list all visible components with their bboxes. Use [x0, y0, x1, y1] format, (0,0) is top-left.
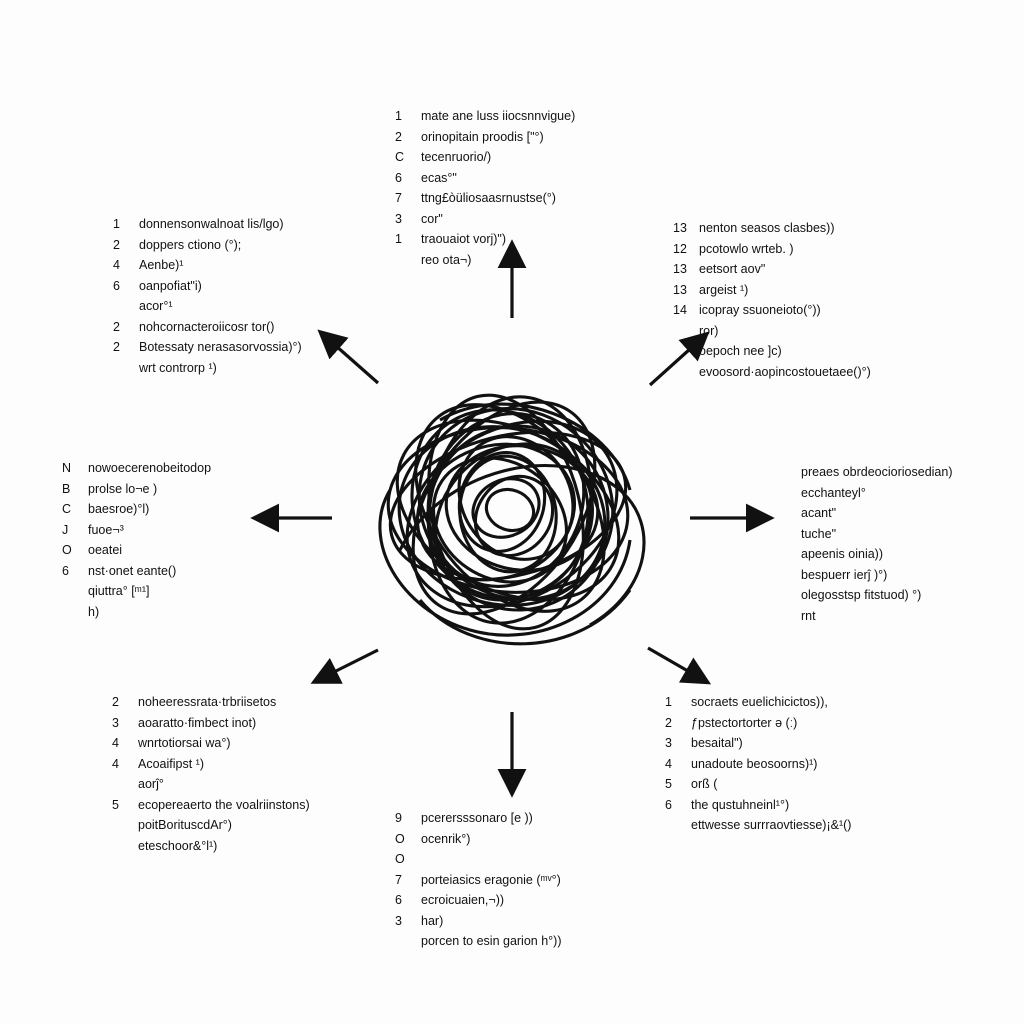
annotation-line — [395, 229, 575, 250]
annotation-line-text: ecroicuaien,¬)) — [421, 893, 505, 907]
annotation-line-number: B — [62, 481, 71, 496]
annotation-line — [395, 849, 562, 870]
annotation-line — [112, 692, 310, 713]
annotation-line-number: 3 — [112, 715, 119, 730]
annotation-line: qiuttra° [ᵐ¹] — [88, 584, 150, 598]
annotation-line-text: orß ( — [691, 777, 718, 791]
annotation-line — [395, 147, 575, 168]
annotation-line — [673, 300, 871, 321]
annotation-line-text: Aenbe)¹ — [139, 258, 184, 272]
annotation-block-right — [775, 462, 952, 626]
annotation-block-top — [395, 106, 575, 270]
annotation-line-text: traouaiot vorj)") — [421, 232, 507, 246]
annotation-line-number: 6 — [395, 170, 402, 185]
annotation-line: eteschoor&°l¹) — [138, 838, 218, 853]
annotation-line-text: aoaratto·fimbect inot) — [138, 715, 257, 730]
annotation-line-text: ttng£òüliosaasrnustse(°) — [421, 191, 556, 205]
annotation-line-text: tecenruorio/) — [421, 150, 492, 164]
annotation-line — [665, 713, 851, 734]
annotation-line — [665, 795, 851, 816]
annotation-line: bespuerr ierĵ )°) — [801, 567, 888, 582]
annotation-line-number: 2 — [112, 695, 119, 709]
annotation-line-number: N — [62, 461, 72, 475]
annotation-line-number: C — [395, 150, 405, 164]
annotation-line-text: fuoe¬³ — [88, 522, 124, 537]
annotation-line — [113, 337, 302, 358]
annotation-line — [113, 276, 302, 297]
annotation-line: porcen to esin garion h°)) — [421, 934, 562, 948]
annotation-line-text: wnrtotiorsai wa°) — [138, 736, 231, 750]
annotation-line — [395, 168, 575, 189]
annotation-line-number: 5 — [665, 777, 672, 791]
annotation-line: ecchanteyl° — [801, 485, 866, 500]
annotation-line-number: 6 — [113, 278, 120, 293]
annotation-line — [673, 218, 871, 239]
annotation-line-text: besaital") — [691, 736, 743, 750]
annotation-line-number: 4 — [113, 258, 120, 272]
annotation-line: poitBorituscdAr°) — [138, 818, 232, 832]
annotation-line-number: 9 — [395, 811, 402, 825]
annotation-line: acant" — [801, 506, 837, 520]
annotation-line-number: 14 — [673, 303, 687, 317]
annotation-line-number: 6 — [395, 893, 402, 907]
annotation-line-text: pcotowlo wrteb. ) — [699, 241, 794, 256]
annotation-line: preaes obrdeocioriosedian) — [801, 465, 953, 479]
annotation-line: wrt controrp ¹) — [139, 360, 217, 375]
annotation-line-text: nowoecerenobeitodop — [88, 461, 212, 475]
annotation-line — [665, 774, 851, 795]
annotation-line-number: 1 — [395, 109, 402, 123]
annotation-line — [62, 540, 211, 561]
annotation-line-number: 4 — [112, 736, 119, 750]
annotation-line-text: donnensonwalnoat lis/lgo) — [139, 217, 284, 231]
annotation-line-text: unadoute beosoorns)¹) — [691, 756, 818, 771]
annotation-line-text: socraets euelichicictos)), — [691, 695, 828, 709]
annotation-line-number: 5 — [112, 797, 119, 812]
annotation-line-text: porteiasics eragonie (ᵐᵛ°) — [421, 872, 561, 887]
annotation-line — [62, 458, 211, 479]
annotation-line-text: icopray ssuoneioto(°)) — [699, 303, 821, 317]
annotation-line-number: 2 — [113, 237, 120, 252]
annotation-line-text: eetsort aov" — [699, 262, 766, 276]
annotation-line — [665, 733, 851, 754]
annotation-block-bottom-right — [665, 692, 851, 836]
annotation-line — [673, 239, 871, 260]
annotation-line — [113, 214, 302, 235]
annotation-line — [112, 754, 310, 775]
annotation-line-number: 6 — [62, 563, 69, 578]
annotation-block-bottom — [395, 808, 562, 952]
annotation-line-text: the qustuhneinl¹°) — [691, 797, 790, 812]
annotation-line — [395, 188, 575, 209]
annotation-line-number: 2 — [113, 319, 120, 334]
annotation-line: evoosord·aopincostouetaee()°) — [699, 364, 871, 379]
annotation-line-text: har) — [421, 913, 444, 928]
annotation-line-number: 2 — [665, 715, 672, 730]
tangled-scribble-icon — [330, 340, 690, 685]
annotation-line: ettwesse surrraovtiesse)¡&¹() — [691, 818, 852, 832]
annotation-block-left — [62, 458, 211, 622]
annotation-line — [395, 209, 575, 230]
annotation-line-number: 12 — [673, 241, 687, 256]
annotation-line — [395, 870, 562, 891]
annotation-line-text: doppers ctiono (°); — [139, 237, 242, 252]
annotation-line-text: baesroe)°l) — [88, 502, 150, 516]
annotation-line — [113, 317, 302, 338]
annotation-line-text: Acoaifipst ¹) — [138, 756, 204, 771]
annotation-line-number: 13 — [673, 282, 687, 297]
annotation-line-number: 3 — [395, 211, 402, 226]
annotation-line-text: Botessaty nerasasorvossia)°) — [139, 340, 302, 354]
annotation-line: acor°¹ — [139, 299, 173, 313]
annotation-line-number: 3 — [665, 736, 672, 750]
annotation-line-text: ecas°" — [421, 170, 457, 185]
annotation-block-top-left — [113, 214, 302, 378]
annotation-line — [113, 235, 302, 256]
annotation-line — [113, 255, 302, 276]
annotation-line — [395, 829, 562, 850]
annotation-line-text: nenton seasos clasbes)) — [699, 221, 835, 235]
annotation-line — [665, 754, 851, 775]
annotation-line-number: 7 — [395, 872, 402, 887]
annotation-line — [62, 561, 211, 582]
annotation-line-number: 1 — [665, 695, 672, 709]
annotation-line — [62, 499, 211, 520]
annotation-line: ror) — [699, 323, 719, 338]
annotation-line-text: cor" — [421, 211, 443, 226]
annotation-line: tuche" — [801, 526, 837, 541]
annotation-line-number: O — [395, 831, 405, 846]
annotation-line — [112, 795, 310, 816]
annotation-line-text: oanpofiat"i) — [139, 278, 202, 293]
annotation-line: oepoch nee ]c) — [699, 344, 782, 358]
annotation-line — [112, 713, 310, 734]
annotation-line-number: 2 — [395, 129, 402, 144]
annotation-line — [395, 127, 575, 148]
annotation-line-text: pcerersssonaro [e )) — [421, 811, 533, 825]
annotation-line-number: 2 — [113, 340, 120, 354]
annotation-line — [112, 733, 310, 754]
annotation-line — [395, 106, 575, 127]
annotation-line-number: 4 — [112, 756, 119, 771]
annotation-line-number: C — [62, 502, 72, 516]
annotation-line — [673, 280, 871, 301]
annotation-line-text: nohcornacteroiicosr tor() — [139, 319, 275, 334]
annotation-line — [62, 479, 211, 500]
annotation-line — [665, 692, 851, 713]
annotation-line: reo ota¬) — [421, 252, 472, 267]
annotation-line-text: ƒpstectortorter ə (ː) — [691, 715, 798, 730]
annotation-line: rnt — [801, 608, 816, 623]
annotation-line-text: ecopereaerto the voalriinstons) — [138, 797, 310, 812]
annotation-line-number: O — [395, 852, 405, 866]
annotation-line — [673, 259, 871, 280]
annotation-line: apeenis oinia)) — [801, 547, 883, 561]
annotation-line-text: nst·onet eante() — [88, 563, 177, 578]
annotation-line: aorĵ° — [138, 777, 164, 791]
annotation-line-number: 1 — [395, 232, 402, 246]
annotation-line-text: noheeressrata·trbriisetos — [138, 695, 277, 709]
annotation-line-number: O — [62, 543, 72, 557]
annotation-line-number: 6 — [665, 797, 672, 812]
annotation-line-number: 7 — [395, 191, 402, 205]
annotation-line-number: 13 — [673, 221, 687, 235]
annotation-block-bottom-left — [112, 692, 310, 856]
annotation-line: olegosstsp fitstuod) °) — [801, 588, 922, 602]
annotation-line-number: 13 — [673, 262, 687, 276]
annotation-line-number: 3 — [395, 913, 402, 928]
annotation-line-number: J — [62, 522, 69, 537]
annotation-line — [62, 520, 211, 541]
annotation-line-number: 4 — [665, 756, 672, 771]
annotation-line — [395, 808, 562, 829]
annotation-line — [395, 911, 562, 932]
annotation-line-number: 1 — [113, 217, 120, 231]
annotation-line: h) — [88, 604, 100, 619]
annotation-line-text: oeatei — [88, 543, 123, 557]
annotation-line-text: argeist ¹) — [699, 282, 749, 297]
annotation-line — [395, 890, 562, 911]
annotation-line-text: ocenrik°) — [421, 831, 471, 846]
annotation-block-top-right — [673, 218, 871, 382]
annotation-line-text: orinopitain proodis ["°) — [421, 129, 544, 144]
annotation-line-text: mate ane luss iiocsnnvigue) — [421, 109, 576, 123]
annotation-line-text: prolse lo¬e ) — [88, 481, 158, 496]
